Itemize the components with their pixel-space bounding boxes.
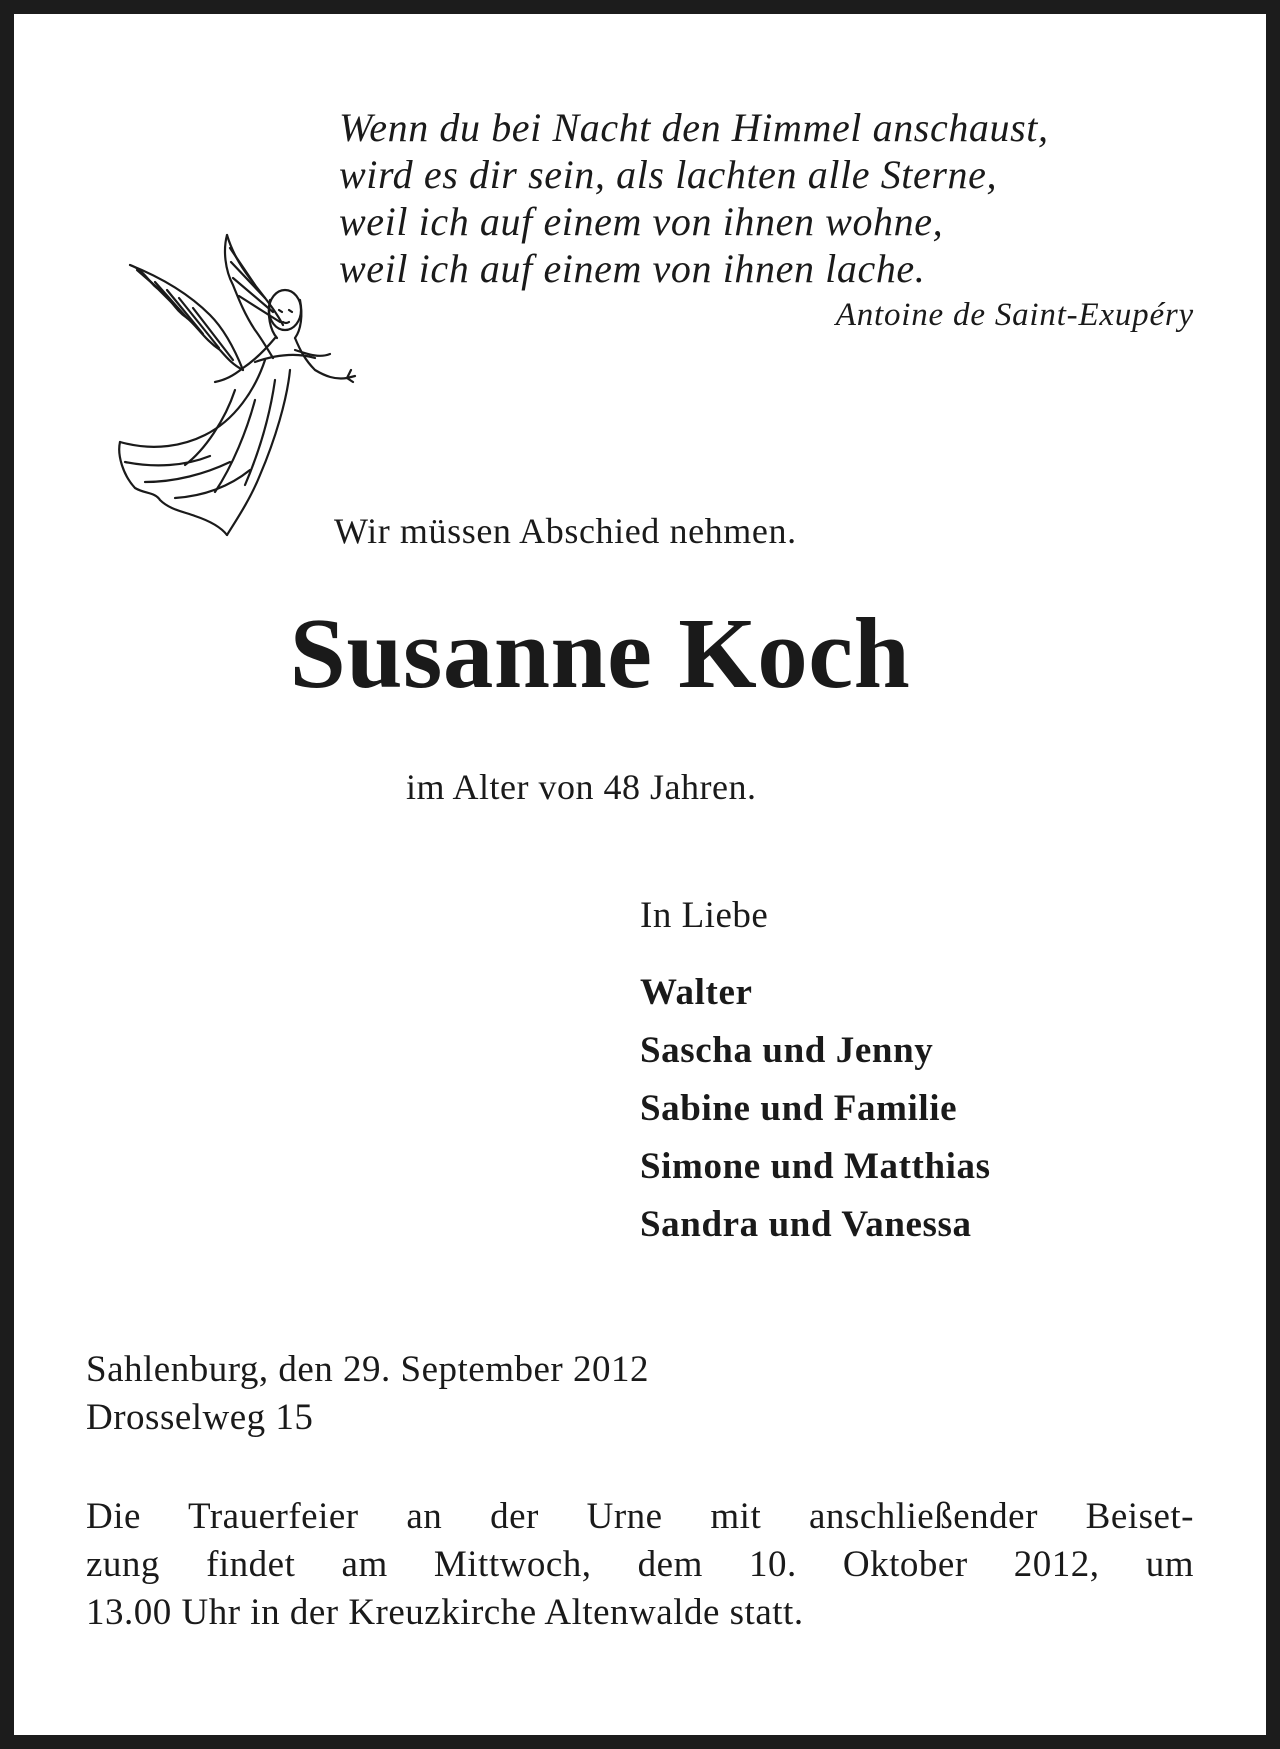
mourner-name: Sabine und Familie: [640, 1088, 958, 1129]
poem-line: weil ich auf einem von ihnen wohne,: [339, 199, 944, 244]
place-and-address: [86, 1346, 649, 1442]
mourner-name: Sascha und Jenny: [640, 1030, 934, 1071]
age-line: im Alter von 48 Jahren.: [406, 767, 757, 807]
mourners-list: [640, 964, 991, 1254]
poem-line: wird es dir sein, als lachten alle Sterne,: [339, 152, 998, 197]
service-info: [86, 1493, 1194, 1637]
mourner-name: Walter: [640, 972, 753, 1013]
closing-phrase: In Liebe: [640, 895, 769, 936]
service-line: zung findet am Mittwoch, dem 10. Oktober 2012, um: [86, 1544, 1194, 1585]
poem-quote: [339, 104, 1199, 292]
poem-author: Antoine de Saint-Exupéry: [835, 297, 1194, 333]
mourner-name: Sandra und Vanessa: [640, 1204, 972, 1245]
poem-line: Wenn du bei Nacht den Himmel anschaust,: [339, 105, 1049, 150]
address: Drosselweg 15: [86, 1397, 314, 1438]
poem-line: weil ich auf einem von ihnen lache.: [339, 246, 926, 291]
service-line: 13.00 Uhr in der Kreuzkirche Altenwalde statt.: [86, 1592, 804, 1633]
place-date: Sahlenburg, den 29. September 2012: [86, 1349, 650, 1390]
farewell-intro: Wir müssen Abschied nehmen.: [334, 511, 797, 551]
mourner-name: Simone und Matthias: [640, 1146, 991, 1187]
service-line: Die Trauerfeier an der Urne mit anschließender Beiset-: [86, 1496, 1194, 1537]
deceased-name: Susanne Koch: [289, 597, 911, 709]
